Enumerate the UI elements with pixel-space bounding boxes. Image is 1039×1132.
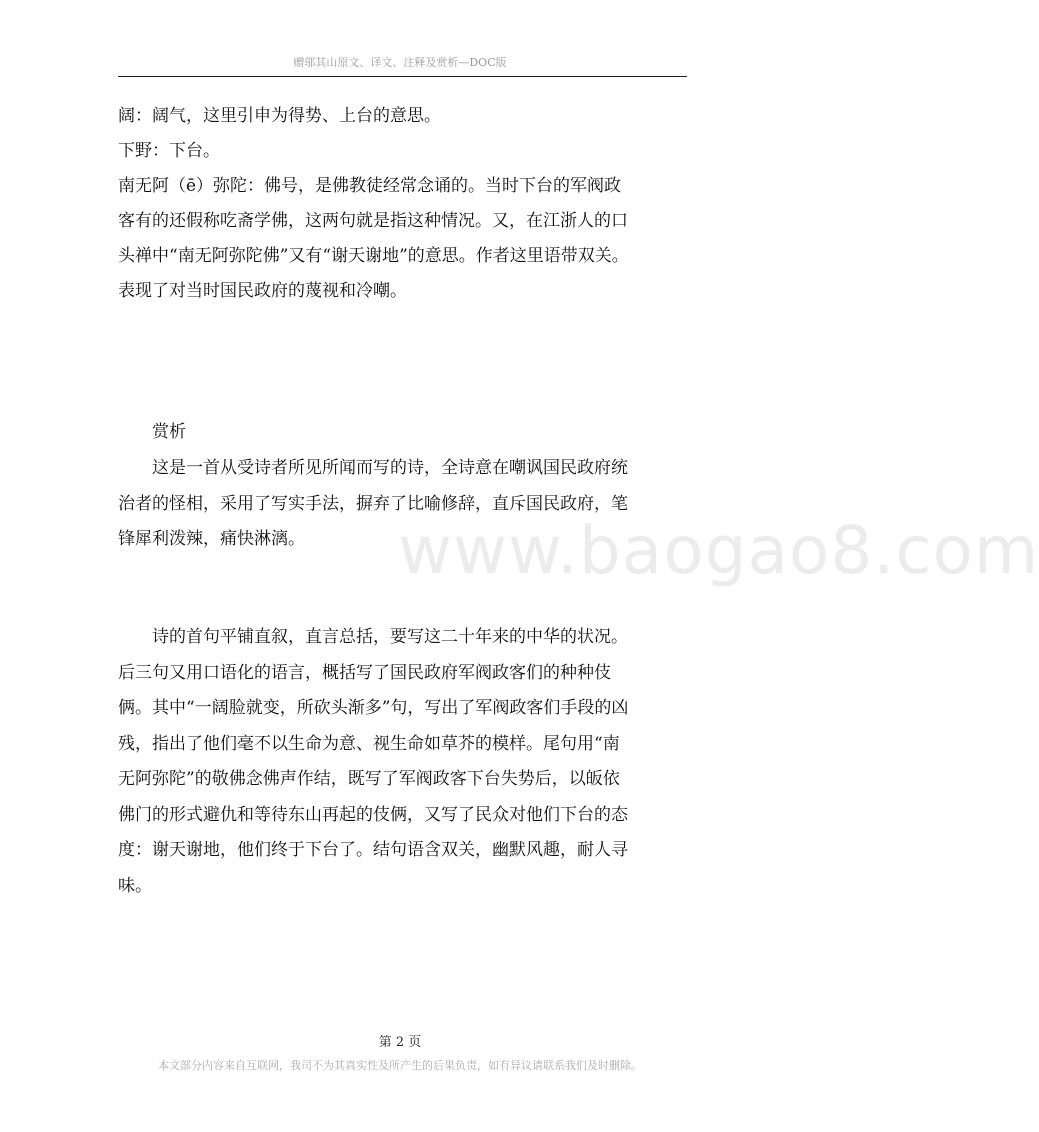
paragraph-line: 锋犀利泼辣，痛快淋漓。 (118, 529, 305, 549)
page-header: 赠邬其山原文、译文、注释及赏析—DOC版 (293, 56, 507, 69)
gloss-line: 阔：阔气，这里引申为得势、上台的意思。 (118, 106, 441, 126)
paragraph-line: 这是一首从受诗者所见所闻而写的诗，全诗意在嘲讽国民政府统 (152, 458, 628, 478)
gloss-line: 表现了对当时国民政府的蔑视和冷嘲。 (118, 281, 407, 301)
paragraph-line: 残，指出了他们毫不以生命为意、视生命如草芥的模样。尾句用“南 (118, 733, 620, 754)
paragraph-line: 诗的首句平铺直叙，直言总括，要写这二十年来的中华的状况。 (152, 627, 628, 647)
paragraph-line: 佛门的形式避仇和等待东山再起的伎俩，又写了民众对他们下台的态 (118, 804, 628, 825)
analysis-heading-block (118, 415, 688, 451)
page-number: 第 2 页 (378, 1035, 422, 1050)
analysis-paragraph-1 (118, 451, 688, 558)
paragraph-line: 俩。其中“一阔脸就变，所砍头渐多”句，写出了军阀政客们手段的凶 (118, 698, 629, 718)
gloss-section (118, 99, 688, 309)
paragraph-line: 治者的怪相，采用了写实手法，摒弃了比喻修辞，直斥国民政府，笔 (118, 493, 628, 514)
watermark: www.baogao8.com (398, 512, 1039, 589)
paragraph-line: 味。 (118, 875, 152, 896)
page-footer: 本文部分内容来自互联网，我司不为其真实性及所产生的后果负责，如有异议请联系我们及时删除。 (158, 1059, 642, 1072)
analysis-paragraph-2 (118, 620, 688, 904)
paragraph-line: 度：谢天谢地，他们终于下台了。结句语含双关，幽默风趣，耐人寻 (118, 840, 628, 860)
gloss-line: 客有的还假称吃斋学佛，这两句就是指这种情况。又，在江浙人的口 (118, 211, 628, 231)
analysis-heading: 赏析 (152, 422, 186, 442)
gloss-line: 下野：下台。 (118, 141, 220, 161)
header-divider (118, 76, 687, 77)
gloss-line: 南无阿（ē）弥陀：佛号，是佛教徒经常念诵的。当时下台的军阀政 (118, 176, 622, 196)
gloss-line: 头禅中“南无阿弥陀佛”又有“谢天谢地”的意思。作者这里语带双关。 (118, 246, 629, 266)
paragraph-line: 后三句又用口语化的语言，概括写了国民政府军阀政客们的种种伎 (118, 662, 611, 683)
paragraph-line: 无阿弥陀”的敬佛念佛声作结，既写了军阀政客下台失势后，以皈依 (118, 769, 620, 789)
